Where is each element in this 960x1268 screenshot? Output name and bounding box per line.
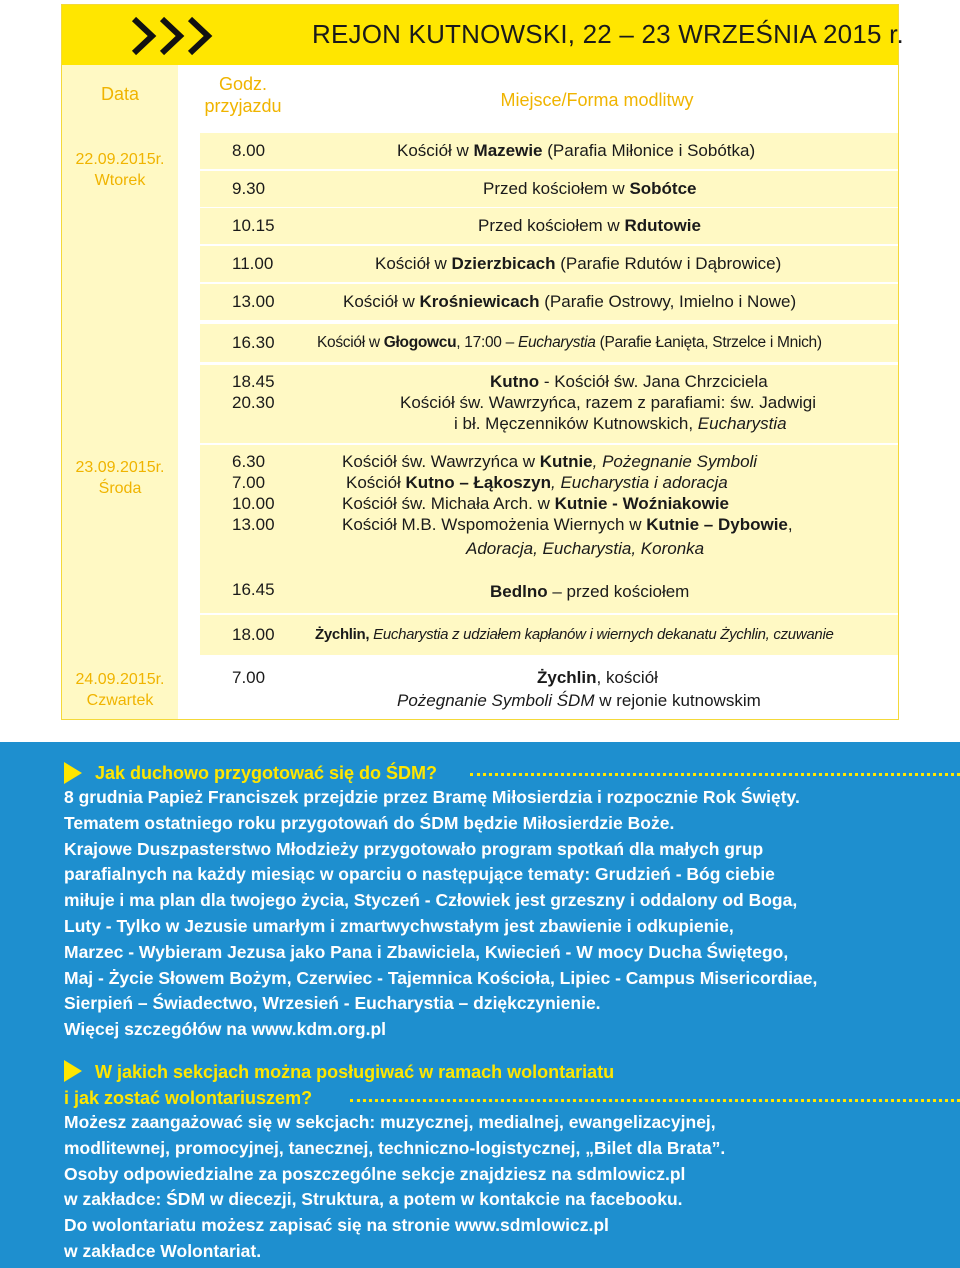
header-date: Data — [100, 84, 140, 104]
schedule-table — [61, 4, 904, 720]
arrow-icon — [64, 762, 82, 784]
day-3: 24.09.2015r. Czwartek — [75, 671, 165, 709]
arrow-icon — [64, 1060, 82, 1082]
schedule-row: 13.00 Kościół w Krośniewicach (Parafie Ostrowy, Imielno i Nowe) — [200, 284, 898, 320]
block-times: 6.30 7.00 10.00 13.00 — [232, 452, 275, 534]
dotted-divider — [350, 1099, 960, 1102]
schedule-title: REJON KUTNOWSKI, 22 – 23 WRZEŚNIA 2015 r. — [312, 19, 904, 49]
schedule-row: 16.30 Kościół w Głogowcu, 17:00 – Eucharystia (Parafie Łanięta, Strzelce i Mnich) — [200, 324, 898, 362]
title-banner — [62, 5, 904, 65]
schedule-row: 9.30 Przed kościołem w Sobótce — [200, 171, 898, 207]
schedule-block-evening: 18.45 20.30 Kutno - Kościół św. Jana Chrzciciela Kościół św. Wawrzyńca, razem z parafiami: św. Jadwigi i bł. Męczenników Kutnowskich, Eucharystia — [200, 365, 898, 443]
dotted-divider — [470, 773, 960, 776]
schedule-row: 16.45 Bedlno – przed kościołem — [200, 573, 898, 613]
schedule-block-thursday: 7.00 Żychlin, kościół Pożegnanie Symboli ŚDM w rejonie kutnowskim — [232, 668, 761, 710]
answer-paragraph: Możesz zaangażować się w sekcjach: muzycznej, medialnej, ewangelizacyjnej, modlitewnej, promocyjnej, tanecznej, techniczno-logistycznej, „Bilet dla Brata”. Osoby odpowiedzialne za poszczególne sekcje znajdziesz na sdmlowicz.pl w zakładce: ŚDM w diecezji, Struktura, a potem w kontakcie na facebooku. Do wolontariatu możesz zapisać się na stronie www.sdmlowicz.pl w zakładce Wolontariat. — [64, 1112, 726, 1261]
day-2: 23.09.2015r. Środa — [75, 459, 165, 497]
day-1: 22.09.2015r. Wtorek — [75, 151, 165, 189]
question-heading-cont: i jak zostać wolontariuszem? — [64, 1088, 313, 1108]
question-heading: Jak duchowo przygotować się do ŚDM? — [95, 763, 438, 783]
schedule-row: 11.00 Kościół w Dzierzbicach (Parafie Rdutów i Dąbrowice) — [200, 246, 898, 282]
schedule-row: 18.00 Żychlin, Eucharystia z udziałem kapłanów i wiernych dekanatu Żychlin, czuwanie — [200, 615, 898, 655]
question-heading: W jakich sekcjach można posługiwać w ramach wolontariatu — [95, 1062, 615, 1082]
chevrons-icon — [132, 15, 282, 57]
answer-paragraph: 8 grudnia Papież Franciszek przejdzie przez Bramę Miłosierdzia i rozpocznie Rok Święty. Tematem ostatniego roku przygotowań do ŚDM będzie Miłosierdzie Boże. Krajowe Duszpasterstwo Młodzieży przygotowało program spotkań dla małych grup parafialnych na każdy miesiąc w oparciu o następujące tematy: Grudzień - Bóg ciebie miłuje i ma plan dla twojego życia, Styczeń - Człowiek jest grzeszny i oddalony od Boga, Luty - Tylko w Jezusie umarłym i zmartwychwstałym jest zbawienie i odkupienie, Marzec - Wybieram Jezusa jako Pana i Zbawiciela, Kwiecień - W mocy Ducha Świętego, Maj - Życie Słowem Bożym, Czerwiec - Tajemnica Kościoła, Lipiec - Campus Misericordiae, Sierpień – Świadectwo, Wrzesień - Eucharystia – dziękczynienie. Więcej szczegółów na www.kdm.org.pl — [64, 787, 818, 1040]
schedule-row: 8.00 Kościół w Mazewie (Parafia Miłonice i Sobótka) — [200, 133, 898, 169]
header-place: Miejsce/Forma modlitwy — [500, 90, 694, 110]
header-time: Godz. przyjazdu — [204, 74, 282, 116]
schedule-row: 10.15 Przed kościołem w Rdutowie — [200, 208, 898, 244]
info-panel — [0, 742, 960, 1268]
schedule-block-wednesday: 6.30 7.00 10.00 13.00 Kościół św. Wawrzyńca w Kutnie, Pożegnanie Symboli Kościół Kutno – Łąkoszyn, Eucharystia i adoracja Kościół św. Michała Arch. w Kutnie - Woźniakowie Kościół M.B. Wspomożenia Wiernych w Kutnie – Dybowie, Adoracja, Eucharystia, Koronka — [200, 445, 898, 573]
block-times: 18.45 20.30 — [232, 372, 275, 412]
